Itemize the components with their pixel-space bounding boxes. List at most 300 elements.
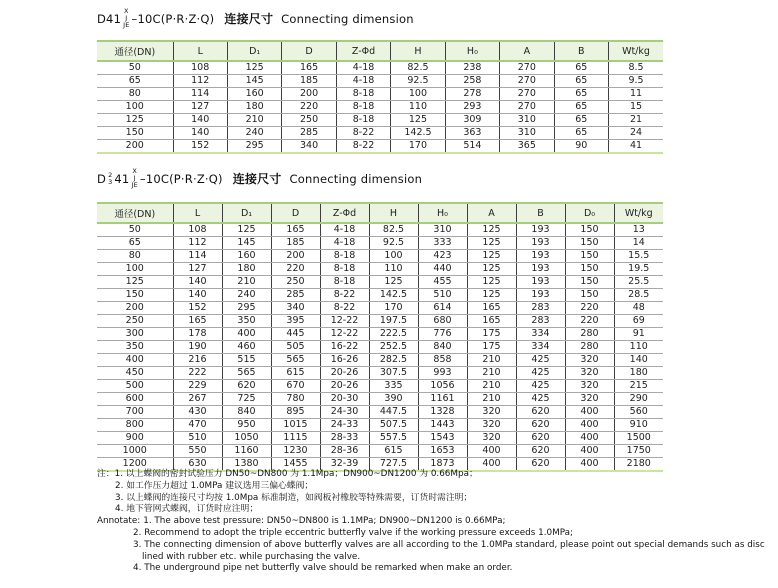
table-cell: 100 (97, 263, 173, 276)
table-row (97, 419, 663, 432)
table-cell: 293 (445, 101, 499, 114)
table-cell: 350 (222, 315, 271, 328)
table-cell: 240 (222, 289, 271, 302)
table-row (97, 114, 663, 127)
table-cell: 69 (614, 315, 663, 328)
notes-cn-rest (97, 481, 773, 516)
table-row (97, 328, 663, 341)
table-cell: 140 (173, 114, 227, 127)
variant-option: X (132, 167, 137, 175)
table-cell: 615 (369, 445, 418, 458)
table-cell: 400 (565, 432, 614, 445)
note-item: 1. 以上蝶阀的密封试验压力 DN50~DN800 为 1.1Mpa；DN900~DN1200 为 0.66Mpa； (114, 469, 478, 479)
table-cell: 125 (222, 223, 271, 237)
table-cell: 220 (565, 302, 614, 315)
table-cell: 290 (614, 393, 663, 406)
connecting-dimension-table-2 (97, 202, 663, 472)
notes-section (97, 469, 773, 575)
table-cell: 560 (614, 406, 663, 419)
note-item: 4. The underground pipe net butterfly valve should be remarked when make an order. (133, 563, 513, 574)
table-cell: 125 (97, 276, 173, 289)
table-cell: 125 (227, 61, 281, 75)
column-header: Wt/kg (609, 41, 664, 61)
table-cell: 395 (271, 315, 320, 328)
column-header: A (500, 41, 554, 61)
table-cell: 150 (565, 250, 614, 263)
table-cell: 8-22 (336, 127, 390, 140)
table-cell: 65 (554, 75, 608, 88)
table-cell: 82.5 (369, 223, 418, 237)
table-cell: 270 (500, 61, 554, 75)
table-cell: 400 (565, 458, 614, 472)
table-cell: 725 (222, 393, 271, 406)
title-chinese: 连接尺寸 (232, 172, 282, 186)
table-cell: 110 (369, 263, 418, 276)
column-header: H₀ (418, 203, 467, 223)
table-cell: 193 (516, 250, 565, 263)
table-cell: 165 (467, 315, 516, 328)
table-cell: 8-18 (320, 263, 369, 276)
table-cell: 114 (173, 88, 227, 101)
table-cell: 310 (500, 114, 554, 127)
table-row (97, 61, 663, 75)
table-cell: 334 (516, 328, 565, 341)
table-cell: 125 (391, 114, 445, 127)
table-cell: 460 (222, 341, 271, 354)
table-cell: 125 (467, 289, 516, 302)
table2-title (97, 168, 422, 189)
table-cell: 1161 (418, 393, 467, 406)
table-cell: 445 (271, 328, 320, 341)
table-cell: 112 (173, 75, 227, 88)
table-cell: 28.5 (614, 289, 663, 302)
table-cell: 125 (97, 114, 173, 127)
table-cell: 840 (222, 406, 271, 419)
table-cell: 285 (271, 289, 320, 302)
column-header: H₀ (445, 41, 499, 61)
table-row (97, 406, 663, 419)
column-header: B (516, 203, 565, 223)
table-cell: 193 (516, 223, 565, 237)
table-cell: 100 (97, 101, 173, 114)
table-cell: 285 (282, 127, 336, 140)
table-cell: 152 (173, 140, 227, 154)
table-cell: 450 (97, 367, 173, 380)
table-cell: 65 (97, 75, 173, 88)
column-header: D₁ (222, 203, 271, 223)
variant-option: J (133, 174, 136, 182)
table-cell: 295 (227, 140, 281, 154)
table-cell: 12-22 (320, 328, 369, 341)
table-cell: 65 (97, 237, 173, 250)
table-cell: 125 (467, 263, 516, 276)
table-cell: 400 (467, 445, 516, 458)
table-row (97, 250, 663, 263)
table-cell: 16-22 (320, 341, 369, 354)
table-cell: 127 (173, 263, 222, 276)
table-cell: 425 (516, 367, 565, 380)
table-cell: 858 (418, 354, 467, 367)
column-header: 通径(DN) (97, 203, 173, 223)
table-cell: 112 (173, 237, 222, 250)
table-cell: 340 (282, 140, 336, 154)
table-cell: 447.5 (369, 406, 418, 419)
note-item: 4. 地下管网式蝶阀，订货时应注明； (115, 504, 259, 515)
table-cell: 80 (97, 250, 173, 263)
table-cell: 510 (173, 432, 222, 445)
table-cell: 65 (554, 88, 608, 101)
table-cell: 25.5 (614, 276, 663, 289)
table-cell: 48 (614, 302, 663, 315)
table-cell: 400 (467, 458, 516, 472)
table-row (97, 393, 663, 406)
table-row (97, 445, 663, 458)
table-cell: 215 (614, 380, 663, 393)
table-cell: 140 (173, 276, 222, 289)
note-item: 2. Recommend to adopt the triple eccentric butterfly valve if the working pressure exceeds 1.0MPa; (133, 527, 573, 538)
table-cell: 150 (565, 289, 614, 302)
table-cell: 670 (271, 380, 320, 393)
table-cell: 423 (418, 250, 467, 263)
table-cell: 145 (222, 237, 271, 250)
table1-title (97, 8, 414, 29)
table-cell: 142.5 (391, 127, 445, 140)
variant-option: JE (123, 21, 130, 29)
column-header: L (173, 41, 227, 61)
table-cell: 800 (97, 419, 173, 432)
table-cell: 92.5 (391, 75, 445, 88)
table-cell: 50 (97, 223, 173, 237)
table-cell: 210 (467, 367, 516, 380)
table-row (97, 302, 663, 315)
table-cell: 178 (173, 328, 222, 341)
table-cell: 727.5 (369, 458, 418, 472)
table-cell: 400 (565, 445, 614, 458)
table-cell: 160 (227, 88, 281, 101)
series-number-stack (108, 172, 112, 186)
table-cell: 220 (282, 101, 336, 114)
table-cell: 310 (418, 223, 467, 237)
table-cell: 258 (445, 75, 499, 88)
table-cell: 320 (467, 432, 516, 445)
table-cell: 2180 (614, 458, 663, 472)
table-cell: 80 (97, 88, 173, 101)
table-cell: 950 (222, 419, 271, 432)
header-row (97, 203, 663, 223)
table-cell: 440 (418, 263, 467, 276)
table-cell: 229 (173, 380, 222, 393)
table-cell: 197.5 (369, 315, 418, 328)
table-cell: 12-22 (320, 315, 369, 328)
table-cell: 180 (614, 367, 663, 380)
table-cell: 125 (369, 276, 418, 289)
table-cell: 65 (554, 127, 608, 140)
table-cell: 400 (565, 406, 614, 419)
table-cell: 21 (609, 114, 664, 127)
table-row (97, 237, 663, 250)
table-cell: 200 (97, 140, 173, 154)
table-cell: 335 (369, 380, 418, 393)
table-cell: 250 (282, 114, 336, 127)
table-cell: 175 (467, 341, 516, 354)
column-header: H (391, 41, 445, 61)
model-suffix: –10C(P·R·Z·Q) (139, 171, 223, 186)
table-cell: 600 (97, 393, 173, 406)
table-cell: 320 (565, 393, 614, 406)
table-cell: 470 (173, 419, 222, 432)
table-cell: 840 (418, 341, 467, 354)
table-cell: 300 (97, 328, 173, 341)
table-cell: 425 (516, 354, 565, 367)
table-cell: 150 (565, 223, 614, 237)
note-item: 3. 以上蝶阀的连接尺寸均按 1.0Mpa 标准制造，如阀板衬橡胶等特殊需要，订货时需注明； (115, 492, 473, 503)
table-cell: 895 (271, 406, 320, 419)
table-cell: 19.5 (614, 263, 663, 276)
table-cell: 250 (271, 276, 320, 289)
table-cell: 190 (173, 341, 222, 354)
table-row (97, 101, 663, 114)
table-cell: 222.5 (369, 328, 418, 341)
table-row (97, 315, 663, 328)
table-cell: 41 (609, 140, 664, 154)
header-row (97, 41, 663, 61)
table-cell: 8-22 (336, 140, 390, 154)
table-cell: 114 (173, 250, 222, 263)
table-cell: 507.5 (369, 419, 418, 432)
table-cell: 15.5 (614, 250, 663, 263)
table-row (97, 140, 663, 154)
table-row (97, 289, 663, 302)
table-cell: 65 (554, 101, 608, 114)
table-cell: 510 (418, 289, 467, 302)
table-cell: 620 (222, 380, 271, 393)
table-cell: 175 (467, 328, 516, 341)
table-cell: 425 (516, 380, 565, 393)
table-cell: 216 (173, 354, 222, 367)
title-chinese: 连接尺寸 (224, 12, 274, 26)
table-cell: 780 (271, 393, 320, 406)
table-cell: 630 (173, 458, 222, 472)
table-cell: 200 (97, 302, 173, 315)
table-cell: 65 (554, 114, 608, 127)
table-cell: 320 (565, 367, 614, 380)
table-cell: 1750 (614, 445, 663, 458)
table-cell: 8.5 (609, 61, 664, 75)
table-cell: 14 (614, 237, 663, 250)
table-cell: 340 (271, 302, 320, 315)
table-cell: 390 (369, 393, 418, 406)
table-cell: 614 (418, 302, 467, 315)
table-cell: 310 (500, 127, 554, 140)
table-row (97, 223, 663, 237)
table-row (97, 263, 663, 276)
table-cell: 320 (565, 380, 614, 393)
table-cell: 620 (516, 432, 565, 445)
table-row (97, 380, 663, 393)
table-cell: 1873 (418, 458, 467, 472)
table-cell: 193 (516, 289, 565, 302)
table-cell: 92.5 (369, 237, 418, 250)
table-cell: 505 (271, 341, 320, 354)
table-cell: 500 (97, 380, 173, 393)
column-header: Z-Φd (320, 203, 369, 223)
table-cell: 200 (282, 88, 336, 101)
table-cell: 185 (282, 75, 336, 88)
table-cell: 550 (173, 445, 222, 458)
table-cell: 142.5 (369, 289, 418, 302)
column-header: B (554, 41, 608, 61)
table-cell: 1050 (222, 432, 271, 445)
notes-en-label: Annotate: (97, 516, 141, 527)
model-prefix: D (97, 171, 107, 186)
table-cell: 65 (554, 61, 608, 75)
table-cell: 150 (565, 263, 614, 276)
table-cell: 90 (554, 140, 608, 154)
table-cell: 365 (500, 140, 554, 154)
table-cell: 28-36 (320, 445, 369, 458)
column-header: Wt/kg (614, 203, 663, 223)
table-cell: 193 (516, 237, 565, 250)
table-cell: 4-18 (320, 237, 369, 250)
table-cell: 250 (97, 315, 173, 328)
table-cell: 680 (418, 315, 467, 328)
model-number: 41 (114, 171, 130, 186)
table-cell: 160 (222, 250, 271, 263)
table-cell: 320 (565, 354, 614, 367)
table-cell: 20-26 (320, 367, 369, 380)
table-row (97, 276, 663, 289)
table-row (97, 75, 663, 88)
model-suffix: –10C(P·R·Z·Q) (131, 11, 215, 26)
title-english: Connecting dimension (289, 171, 423, 186)
table-cell: 267 (173, 393, 222, 406)
table-cell: 1000 (97, 445, 173, 458)
table-cell: 400 (97, 354, 173, 367)
table-cell: 8-18 (336, 101, 390, 114)
table-cell: 127 (173, 101, 227, 114)
notes-cn-label: 注： (97, 469, 115, 479)
table-cell: 220 (271, 263, 320, 276)
table-cell: 282.5 (369, 354, 418, 367)
table-cell: 8-18 (320, 250, 369, 263)
table-cell: 145 (227, 75, 281, 88)
table-cell: 320 (467, 419, 516, 432)
table-cell: 125 (467, 276, 516, 289)
table-cell: 180 (227, 101, 281, 114)
variant-option: JE (131, 181, 138, 189)
table-cell: 24-30 (320, 406, 369, 419)
table-cell: 180 (222, 263, 271, 276)
table-cell: 9.5 (609, 75, 664, 88)
column-header: Z-Φd (336, 41, 390, 61)
table-cell: 620 (516, 445, 565, 458)
table-cell: 108 (173, 223, 222, 237)
table-cell: 165 (282, 61, 336, 75)
table-cell: 1015 (271, 419, 320, 432)
table-cell: 309 (445, 114, 499, 127)
notes-cn-line-1 (97, 469, 773, 481)
model-prefix: D41 (97, 11, 122, 26)
column-header: A (467, 203, 516, 223)
table-cell: 24-33 (320, 419, 369, 432)
table-cell: 210 (222, 276, 271, 289)
table-cell: 125 (467, 223, 516, 237)
table-cell: 210 (467, 393, 516, 406)
table-cell: 8-18 (336, 88, 390, 101)
table-cell: 776 (418, 328, 467, 341)
column-header: 通径(DN) (97, 41, 173, 61)
table-cell: 333 (418, 237, 467, 250)
table-cell: 1443 (418, 419, 467, 432)
table-cell: 425 (516, 393, 565, 406)
notes-en-rest (97, 528, 773, 575)
table-cell: 32-39 (320, 458, 369, 472)
table-cell: 1500 (614, 432, 663, 445)
table-cell: 170 (391, 140, 445, 154)
table-cell: 165 (271, 223, 320, 237)
table-cell: 615 (271, 367, 320, 380)
table-cell: 8-22 (320, 289, 369, 302)
table-cell: 185 (271, 237, 320, 250)
table-cell: 350 (97, 341, 173, 354)
table-row (97, 341, 663, 354)
column-header: D (282, 41, 336, 61)
table-cell: 283 (516, 315, 565, 328)
column-header: D₀ (565, 203, 614, 223)
table-cell: 110 (391, 101, 445, 114)
table-cell: 16-26 (320, 354, 369, 367)
series-option: 3 (108, 177, 113, 186)
table-cell: 150 (565, 237, 614, 250)
table-cell: 295 (222, 302, 271, 315)
table-cell: 165 (173, 315, 222, 328)
table-row (97, 127, 663, 140)
table-cell: 280 (565, 341, 614, 354)
table-cell: 220 (565, 315, 614, 328)
table-cell: 210 (467, 380, 516, 393)
table-cell: 307.5 (369, 367, 418, 380)
table-cell: 1160 (222, 445, 271, 458)
column-header: L (173, 203, 222, 223)
table-cell: 270 (500, 75, 554, 88)
table-cell: 1653 (418, 445, 467, 458)
table-cell: 514 (445, 140, 499, 154)
table-cell: 430 (173, 406, 222, 419)
table-cell: 125 (467, 250, 516, 263)
table-cell: 620 (516, 419, 565, 432)
variant-stack (131, 168, 137, 189)
table-cell: 15 (609, 101, 664, 114)
table-cell: 170 (369, 302, 418, 315)
series-option: 2 (108, 170, 113, 179)
table-cell: 1328 (418, 406, 467, 419)
table-cell: 620 (516, 406, 565, 419)
table-cell: 108 (173, 61, 227, 75)
table-cell: 11 (609, 88, 664, 101)
table-cell: 150 (565, 276, 614, 289)
table-cell: 110 (614, 341, 663, 354)
table-cell: 20-30 (320, 393, 369, 406)
table-cell: 100 (369, 250, 418, 263)
note-item: 3. The connecting dimension of above butterfly valves are all according to the 1.0MPa standard, please point out special demands such as disc lined with rubber etc. while purchasing the valve. (133, 539, 765, 562)
table-cell: 100 (391, 88, 445, 101)
table-cell: 210 (467, 354, 516, 367)
table-cell: 140 (173, 127, 227, 140)
column-header: H (369, 203, 418, 223)
table-cell: 252.5 (369, 341, 418, 354)
table-cell: 400 (222, 328, 271, 341)
note-item: 1. The above test pressure: DN50~DN800 is 1.1MPa; DN900~DN1200 is 0.66MPa; (143, 516, 506, 527)
